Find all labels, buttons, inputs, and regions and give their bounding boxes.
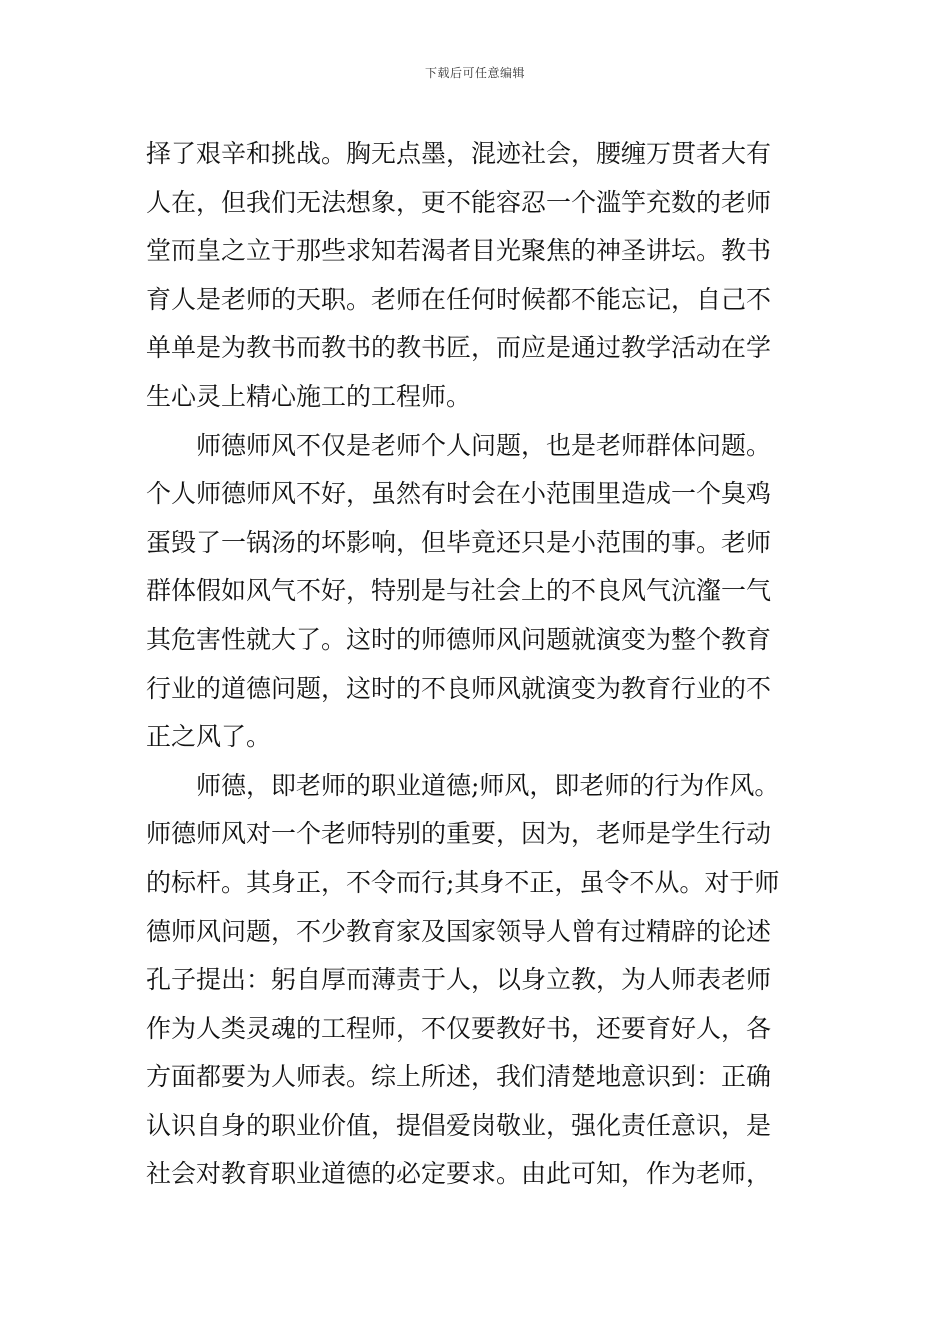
text-line: 择了艰辛和挑战。胸无点墨，混迹社会，腰缠万贯者大有 (146, 139, 772, 168)
text-line: 生心灵上精心施工的工程师。 (146, 381, 472, 411)
text-line: 师德师风对一个老师特别的重要，因为，老师是学生行动 (146, 819, 772, 849)
text-line: 个人师德师风不好，虽然有时会在小范围里造成一个臭鸡 (146, 479, 772, 509)
text-line: 群体假如风气不好，特别是与社会上的不良风气沆瀣一气 (146, 576, 772, 606)
document-body (146, 130, 810, 1199)
text-line: 正之风了。 (146, 722, 272, 752)
text-line: 孔子提出：躬自厚而薄责于人，以身立教，为人师表老师 (146, 965, 772, 995)
text-line: 作为人类灵魂的工程师，不仅要教好书，还要育好人，各 (146, 1013, 772, 1043)
paragraph-start-line: 师德，即老师的职业道德;师风，即老师的行为作风。 (196, 770, 780, 800)
text-line: 单单是为教书而教书的教书匠，而应是通过教学活动在学 (146, 333, 772, 363)
text-line: 方面都要为人师表。综上所述，我们清楚地意识到：正确 (146, 1062, 772, 1092)
paragraph-start-line: 师德师风不仅是老师个人问题，也是老师群体问题。 (196, 430, 772, 460)
text-line: 堂而皇之立于那些求知若渴者目光聚焦的神圣讲坛。教书 (146, 236, 772, 266)
text-line: 认识自身的职业价值，提倡爱岗敬业，强化责任意识，是 (146, 1110, 772, 1140)
text-line: 育人是老师的天职。老师在任何时候都不能忘记，自己不 (146, 284, 772, 314)
text-line: 德师风问题，不少教育家及国家领导人曾有过精辟的论述 (146, 916, 772, 946)
text-line: 行业的道德问题，这时的不良师风就演变为教育行业的不 (146, 673, 772, 703)
text-line: 蛋毁了一锅汤的坏影响，但毕竟还只是小范围的事。老师 (146, 527, 772, 557)
text-line: 的标杆。其身正，不令而行;其身不正，虽令不从。对于师 (146, 867, 780, 897)
text-line: 人在，但我们无法想象，更不能容忍一个滥竽充数的老师 (146, 187, 772, 217)
text-line: 其危害性就大了。这时的师德师风问题就演变为整个教育 (146, 624, 772, 654)
page-header: 下载后可任意编辑 (424, 66, 525, 80)
text-line: 社会对教育职业道德的必定要求。由此可知，作为老师， (146, 1159, 772, 1189)
